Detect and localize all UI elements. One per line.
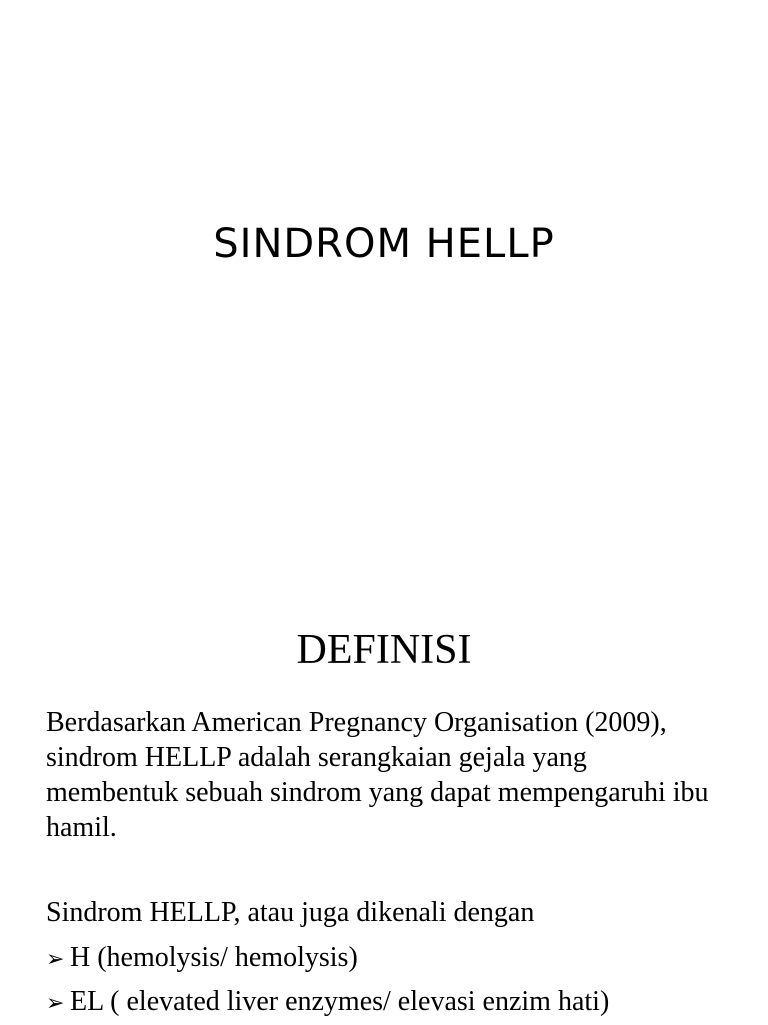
section-title: DEFINISI — [296, 627, 472, 673]
slide-title: SINDROM HELLP — [213, 221, 555, 267]
intro-line: Sindrom HELLP, atau juga dikenali dengan — [46, 897, 535, 928]
arrow-bullet-icon: ➢ — [46, 991, 65, 1016]
bullet-item — [46, 937, 746, 981]
bullet-item — [46, 981, 746, 1025]
definition-paragraph: Berdasarkan American Pregnancy Organisation (2009), sindrom HELLP adalah serangkaian gejala yang membentuk sebuah sindrom yang dapat mempengaruhi ibu hamil. — [46, 707, 709, 843]
arrow-bullet-icon: ➢ — [46, 947, 65, 972]
bullet-text: H (hemolysis/ hemolysis) — [70, 942, 358, 973]
bullet-text: EL ( elevated liver enzymes/ elevasi enzim hati) — [70, 986, 610, 1017]
slide-2 — [0, 580, 768, 1024]
bullet-list — [46, 937, 746, 1025]
